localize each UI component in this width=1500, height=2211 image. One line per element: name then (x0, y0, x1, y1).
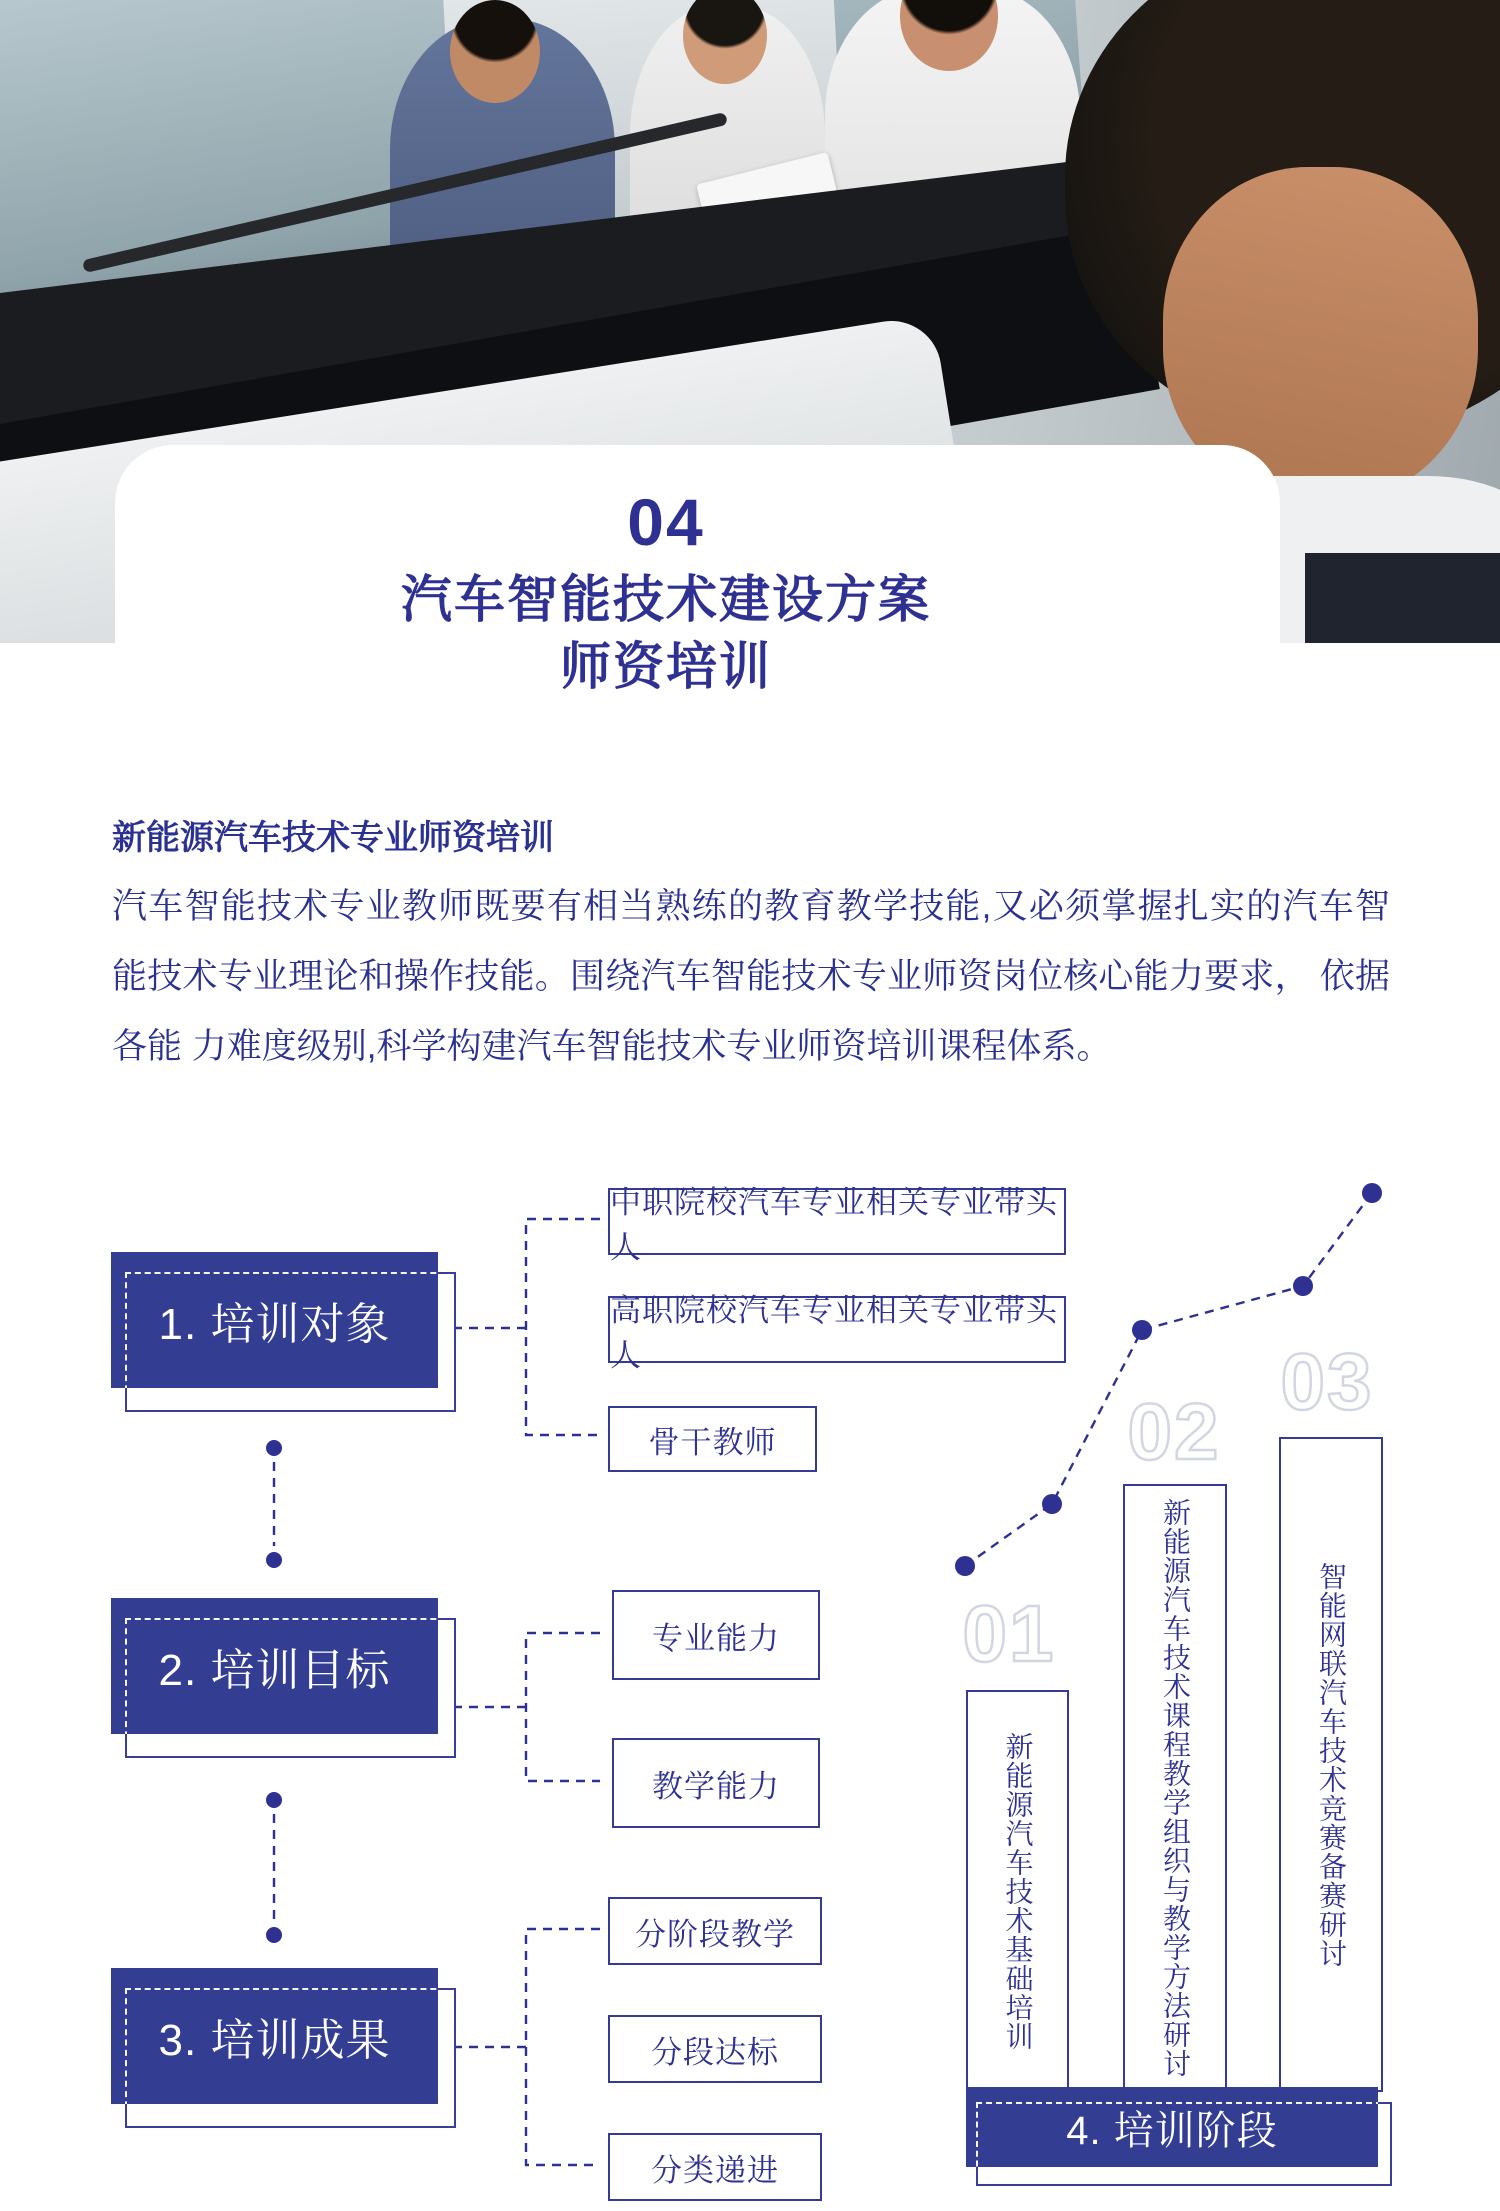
growth-dot (1362, 1183, 1382, 1203)
bracket-2 (456, 1633, 600, 1781)
stage-bar-1 (966, 1690, 1069, 2092)
growth-dot (955, 1556, 975, 1576)
flow-step-1-box (111, 1252, 438, 1388)
item-label: 高职院校汽车专业相关专业带头人 (610, 1292, 1058, 1373)
intro-line-3: 各能 力难度级别,科学构建汽车智能技术专业师资培训课程体系。 (112, 1027, 1112, 1066)
flow-step-2-box (111, 1598, 438, 1734)
growth-dot (1132, 1320, 1152, 1340)
chain-dot (266, 1927, 282, 1943)
stage-bar-3 (1279, 1437, 1383, 2092)
flow-step-4-label: 4. 培训阶段 (1066, 2108, 1278, 2153)
dashed-inset (125, 1272, 438, 1388)
chain-dot (266, 1792, 282, 1808)
section-number: 04 (627, 485, 705, 559)
training-target-item (608, 1406, 817, 1472)
stage-number-03: 03 (1280, 1337, 1374, 1426)
intro-line-1: 汽车智能技术专业教师既要有相当熟练的教育教学技能,又必须掌握扎实的汽车智 (112, 887, 1390, 926)
page-subtitle: 师资培训 (559, 638, 772, 695)
dashed-inset (125, 1618, 438, 1734)
item-label: 专业能力 (652, 1620, 780, 1656)
stage-bar-2-label: 新能源汽车技术课程教学组织与教学方法研讨 (1160, 1498, 1191, 2078)
intro-line-2: 能技术专业理论和操作技能。围绕汽车智能技术专业师资岗位核心能力要求， 依据 (112, 957, 1390, 996)
training-result-item (608, 2133, 822, 2201)
stage-bar-2 (1123, 1484, 1227, 2092)
stage-bar-3-label: 智能网联汽车技术竞赛备赛研讨 (1316, 1561, 1347, 1968)
training-target-item (608, 1292, 1066, 1373)
flow-step-3-box (111, 1968, 438, 2104)
item-label: 分段达标 (651, 2034, 779, 2070)
item-label: 分阶段教学 (635, 1916, 795, 1952)
stage-number-02: 02 (1127, 1387, 1221, 1476)
intro-heading: 新能源汽车技术专业师资培训 (112, 819, 554, 857)
item-label: 分类递进 (651, 2152, 779, 2188)
chain-dot (266, 1440, 282, 1456)
training-result-item (608, 1897, 822, 1965)
chain-dot (266, 1552, 282, 1568)
stage-number-01: 01 (962, 1589, 1056, 1678)
growth-dot (1042, 1494, 1062, 1514)
training-goal-item (612, 1590, 820, 1680)
flow-step-4-box (966, 2087, 1378, 2167)
bracket-3 (456, 1929, 600, 2165)
item-label: 骨干教师 (648, 1424, 777, 1460)
flow-step-2-label: 2. 培训目标 (158, 1646, 391, 1695)
growth-dot (1293, 1276, 1313, 1296)
training-goal-item (612, 1738, 820, 1828)
training-target-item (608, 1184, 1066, 1265)
page-title: 汽车智能技术建设方案 (400, 571, 931, 628)
training-result-item (608, 2015, 822, 2083)
item-label: 中职院校汽车专业相关专业带头人 (610, 1184, 1058, 1265)
stage-bar-1-label: 新能源汽车技术基础培训 (1002, 1731, 1034, 2051)
flow-step-1-label: 1. 培训对象 (158, 1300, 391, 1349)
dashed-inset (976, 2102, 1378, 2167)
bracket-1 (456, 1219, 600, 1435)
flow-step-3-label: 3. 培训成果 (158, 2016, 391, 2065)
dashed-inset (125, 1988, 438, 2104)
item-label: 教学能力 (652, 1768, 780, 1804)
